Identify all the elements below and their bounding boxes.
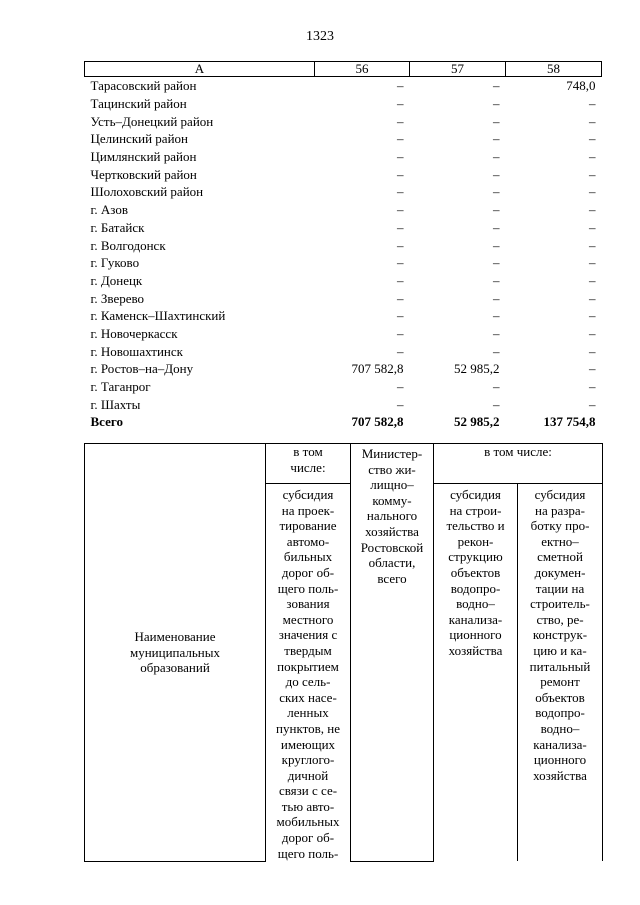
value-57: – <box>493 255 500 271</box>
value-57: – <box>493 343 500 359</box>
value-56: – <box>397 325 404 341</box>
value-57: – <box>493 396 500 412</box>
municipality-name: г. Каменск–Шахтинский <box>90 308 226 324</box>
column-header-58: 58 <box>506 62 602 77</box>
table-row <box>85 183 602 201</box>
value-58: – <box>589 184 596 200</box>
municipality-name: г. Гуково <box>90 255 140 271</box>
municipality-name: г. Ростов–на–Дону <box>90 361 194 377</box>
municipality-name: г. Батайск <box>90 219 145 235</box>
table-row <box>85 201 602 219</box>
municipality-name: г. Азов <box>90 202 128 218</box>
municipality-name: г. Новочеркасск <box>90 325 178 341</box>
table-row <box>85 360 602 378</box>
table-row <box>85 307 602 325</box>
municipality-name: Тацинский район <box>90 96 187 112</box>
including-header-2: в том числе: <box>434 444 603 484</box>
value-56: – <box>397 396 404 412</box>
municipality-name: Цимлянский район <box>90 149 197 165</box>
value-57: – <box>493 379 500 395</box>
column-header-57: 57 <box>410 62 506 77</box>
table-row <box>85 342 602 360</box>
table-row <box>85 95 602 113</box>
value-58: – <box>589 131 596 147</box>
value-57: – <box>493 149 500 165</box>
total-56: 707 582,8 <box>351 414 404 430</box>
subsidy-roads-header: субсидия на проек- тирование автомо- бильных дорог об- щего поль- зования местного значения с твердым покрытием до сель- ских насе- ленных пунктов, не имеющих круглого- дичной связи с се- тью авто- мобильных дорог об- щего поль- <box>266 484 351 862</box>
value-58: – <box>589 379 596 395</box>
table-row <box>85 148 602 166</box>
value-58: – <box>589 308 596 324</box>
subsidy-construction-header: субсидия на строи- тельство и рекон- струкцию объектов водопро- водно– канализа- ционного хозяйства <box>434 484 518 862</box>
municipality-name: Тарасовский район <box>90 78 197 94</box>
column-header-56: 56 <box>315 62 410 77</box>
value-57: – <box>493 219 500 235</box>
municipality-name: Целинский район <box>90 131 188 147</box>
table-row <box>85 289 602 307</box>
header-grid <box>84 443 603 862</box>
value-58: – <box>589 255 596 271</box>
value-58: – <box>589 219 596 235</box>
total-row <box>85 413 602 431</box>
total-label: Всего <box>90 414 123 430</box>
value-58: 748,0 <box>566 78 596 94</box>
value-56: – <box>397 343 404 359</box>
value-56: – <box>397 96 404 112</box>
table-row <box>85 395 602 413</box>
municipality-name: г. Новошахтинск <box>90 343 183 359</box>
value-58: – <box>589 149 596 165</box>
value-56: – <box>397 149 404 165</box>
value-58: – <box>589 166 596 182</box>
value-56: – <box>397 78 404 94</box>
municipality-name: г. Таганрог <box>90 379 151 395</box>
value-57: 52 985,2 <box>454 361 500 377</box>
value-56: – <box>397 308 404 324</box>
value-56: – <box>397 272 404 288</box>
table-row <box>85 378 602 396</box>
value-58: – <box>589 290 596 306</box>
municipality-name: Шолоховский район <box>90 184 204 200</box>
table-row <box>85 165 602 183</box>
value-56: – <box>397 131 404 147</box>
value-57: – <box>493 202 500 218</box>
table-row <box>85 77 602 95</box>
ministry-header: Министер- ство жи- лищно– комму- нального хозяйства Ростовской области, всего <box>351 444 434 862</box>
value-58: – <box>589 361 596 377</box>
municipality-name: г. Зверево <box>90 290 145 306</box>
table-row <box>85 236 602 254</box>
value-57: – <box>493 272 500 288</box>
value-56: – <box>397 219 404 235</box>
value-57: – <box>493 96 500 112</box>
value-56: 707 582,8 <box>351 361 404 377</box>
value-57: – <box>493 113 500 129</box>
table-body <box>85 77 602 431</box>
value-56: – <box>397 255 404 271</box>
value-57: – <box>493 237 500 253</box>
municipality-name-header: Наименование муниципальных образований <box>85 444 266 862</box>
value-57: – <box>493 78 500 94</box>
value-56: – <box>397 379 404 395</box>
table-row <box>85 325 602 343</box>
municipality-name: г. Шахты <box>90 396 141 412</box>
budget-table <box>84 61 602 431</box>
value-57: – <box>493 290 500 306</box>
value-56: – <box>397 290 404 306</box>
value-58: – <box>589 396 596 412</box>
value-57: – <box>493 184 500 200</box>
value-58: – <box>589 325 596 341</box>
total-58: 137 754,8 <box>543 414 596 430</box>
including-header-1: в том числе: <box>266 444 351 484</box>
value-58: – <box>589 237 596 253</box>
value-58: – <box>589 272 596 288</box>
total-57: 52 985,2 <box>454 414 500 430</box>
municipality-name: г. Волгодонск <box>90 237 166 253</box>
table-row <box>85 254 602 272</box>
value-56: – <box>397 237 404 253</box>
subsidy-design-header: субсидия на разра- ботку про- ектно– сметной докумен- тации на строитель- ство, ре- конструк- цию и ка- питальный ремонт объектов водопро- водно– канализа- ционного хозяйства <box>518 484 603 862</box>
value-57: – <box>493 308 500 324</box>
table-header-row <box>85 62 602 77</box>
table-row <box>85 112 602 130</box>
column-header-a: A <box>85 62 315 77</box>
value-58: – <box>589 343 596 359</box>
value-57: – <box>493 131 500 147</box>
value-58: – <box>589 113 596 129</box>
municipality-name: Усть–Донецкий район <box>90 113 214 129</box>
value-56: – <box>397 113 404 129</box>
value-56: – <box>397 184 404 200</box>
value-56: – <box>397 202 404 218</box>
value-58: – <box>589 202 596 218</box>
page-number: 1323 <box>306 29 334 44</box>
municipality-name: Чертковский район <box>90 166 197 182</box>
table-row <box>85 130 602 148</box>
value-56: – <box>397 166 404 182</box>
value-57: – <box>493 325 500 341</box>
table-row <box>85 272 602 290</box>
value-58: – <box>589 96 596 112</box>
value-57: – <box>493 166 500 182</box>
municipality-name: г. Донецк <box>90 272 143 288</box>
table-row <box>85 219 602 237</box>
